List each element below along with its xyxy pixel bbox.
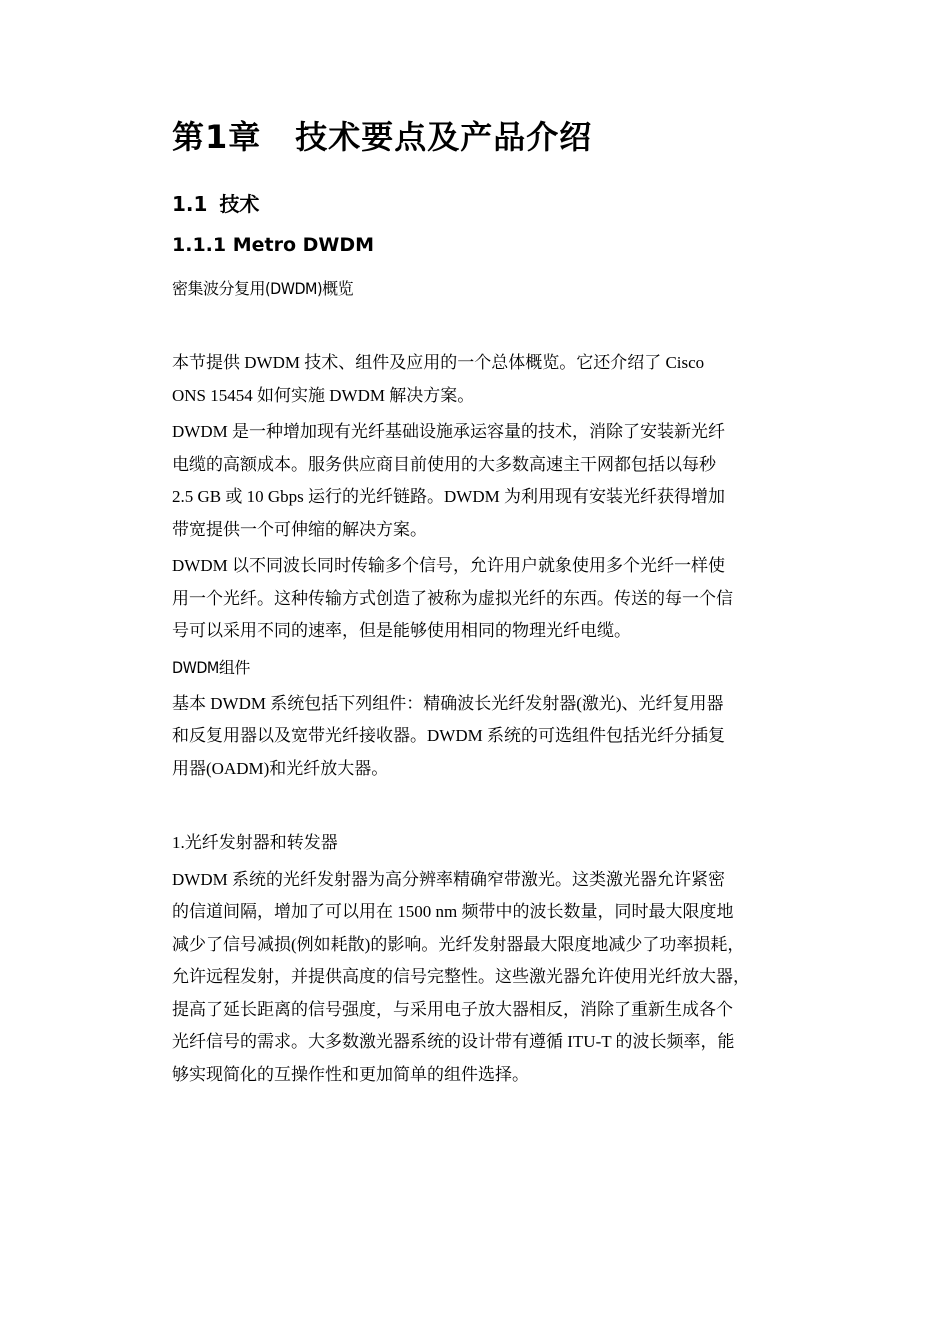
paragraph-line: 2.5 GB 或 10 Gbps 运行的光纤链路。DWDM 为利用现有安装光纤获得增加 [172, 487, 725, 506]
paragraph-line: DWDM 以不同波长同时传输多个信号，允许用户就象使用多个光纤一样使 [172, 556, 725, 575]
overview-heading: 密集波分复用(DWDM)概览 [172, 279, 354, 298]
paragraph-dwdm-capacity [172, 416, 812, 546]
chapter-title [172, 112, 812, 162]
document-page [172, 112, 812, 1091]
paragraph-line: 够实现简化的互操作性和更加简单的组件选择。 [172, 1064, 529, 1084]
paragraph-line: 号可以采用不同的速率，但是能够使用相同的物理光纤电缆。 [172, 621, 631, 640]
paragraph-line: 减少了信号减损(例如耗散)的影响。光纤发射器最大限度地减少了功率损耗， [172, 934, 745, 954]
paragraph-dwdm-wavelength [172, 550, 812, 648]
chapter-number: 第1章 [172, 118, 262, 156]
chapter-title-text: 技术要点及产品介绍 [295, 118, 593, 156]
paragraph-line: 带宽提供一个可伸缩的解决方案。 [172, 519, 427, 539]
paragraph-line: 用器(OADM)和光纤放大器。 [172, 758, 389, 778]
transmitter-heading: 1.光纤发射器和转发器 [172, 833, 338, 852]
paragraph-line: 基本 DWDM 系统包括下列组件：精确波长光纤发射器(激光)、光纤复用器 [172, 693, 724, 713]
paragraph-components [172, 688, 812, 786]
paragraph-line: 本节提供 DWDM 技术、组件及应用的一个总体概览。它还介绍了 Cisco [172, 353, 705, 372]
paragraph-line: DWDM 是一种增加现有光纤基础设施承运容量的技术，消除了安装新光纤 [172, 422, 725, 441]
paragraph-line: 允许远程发射，并提供高度的信号完整性。这些激光器允许使用光纤放大器， [172, 967, 750, 986]
paragraph-line: ONS 15454 如何实施 DWDM 解决方案。 [172, 385, 475, 405]
paragraph-intro [172, 347, 812, 412]
paragraph-line: DWDM 系统的光纤发射器为高分辨率精确窄带激光。这类激光器允许紧密 [172, 869, 725, 889]
paragraph-line: 光纤信号的需求。大多数激光器系统的设计带有遵循 ITU-T 的波长频率，能 [172, 1032, 735, 1051]
section-title [172, 189, 812, 219]
components-heading: DWDM组件 [172, 657, 250, 677]
paragraph-transmitter [172, 864, 812, 1092]
paragraph-line: 用一个光纤。这种传输方式创造了被称为虚拟光纤的东西。传送的每一个信 [172, 588, 733, 608]
section-number: 1.1 [172, 192, 208, 216]
paragraph-line: 的信道间隔，增加了可以用在 1500 nm 频带中的波长数量，同时最大限度地 [172, 902, 734, 921]
paragraph-line: 和反复用器以及宽带光纤接收器。DWDM 系统的可选组件包括光纤分插复 [172, 726, 725, 745]
section-title-text: 技术 [219, 192, 260, 216]
paragraph-line: 电缆的高额成本。服务供应商目前使用的大多数高速主干网都包括以每秒 [172, 454, 716, 474]
subsection-title: 1.1.1 Metro DWDM [172, 234, 375, 256]
paragraph-line: 提高了延长距离的信号强度，与采用电子放大器相反，消除了重新生成各个 [172, 999, 733, 1019]
